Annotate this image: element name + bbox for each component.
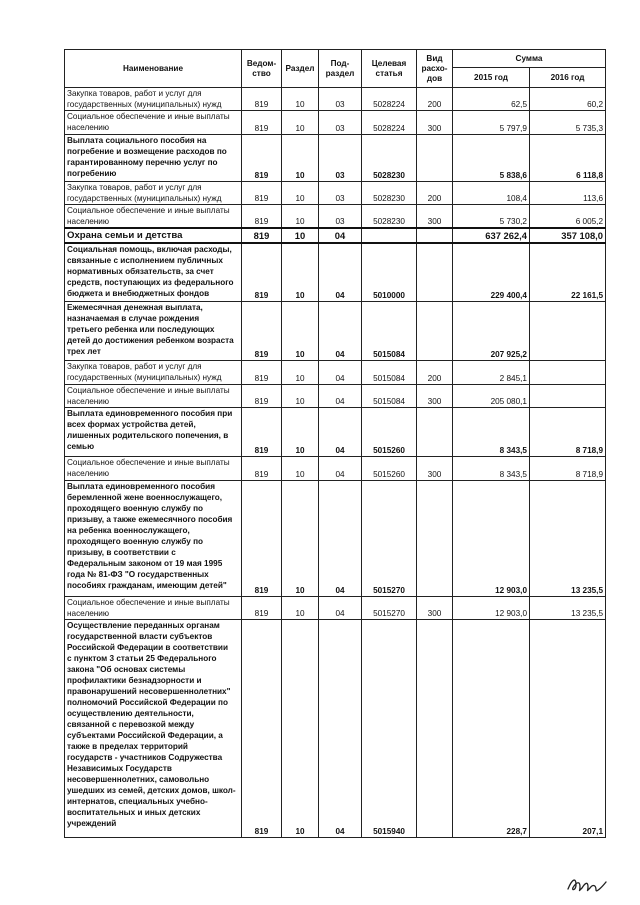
row-target-article: 5015084 bbox=[362, 360, 417, 384]
table-row bbox=[65, 619, 606, 837]
row-subsection: 04 bbox=[319, 384, 362, 407]
header-target-article: Целевая статья bbox=[362, 50, 417, 88]
row-expense-kind bbox=[417, 228, 453, 243]
row-sum-2015: 205 080,1 bbox=[453, 384, 530, 407]
row-expense-kind: 200 bbox=[417, 182, 453, 205]
table-row bbox=[65, 407, 606, 456]
row-subsection: 04 bbox=[319, 243, 362, 301]
row-sum-2016: 113,6 bbox=[530, 182, 606, 205]
row-target-article: 5028230 bbox=[362, 135, 417, 182]
row-department: 819 bbox=[242, 596, 282, 619]
row-target-article: 5028224 bbox=[362, 111, 417, 135]
row-name: Закупка товаров, работ и услуг для государственных (муниципальных) нужд bbox=[65, 182, 242, 205]
row-expense-kind: 300 bbox=[417, 111, 453, 135]
row-target-article: 5015260 bbox=[362, 407, 417, 456]
row-sum-2016: 207,1 bbox=[530, 619, 606, 837]
row-section: 10 bbox=[282, 407, 319, 456]
row-sum-2016: 357 108,0 bbox=[530, 228, 606, 243]
row-sum-2015: 5 838,6 bbox=[453, 135, 530, 182]
row-sum-2016: 13 235,5 bbox=[530, 596, 606, 619]
row-name: Осуществление переданных органам государственной власти субъектов Российской Федерации в соответствии с пунктом 3 статьи 25 Федерального закона "Об основах системы профилактики безнадзорности и правонарушений несовершеннолетних" полномочий Российской Федерации по осуществлению деятельности, связанной с перевозкой между субъектами Российской Федерации, а также в пределах территорий государств - участников Содружества Независимых Государств несовершеннолетних, самовольно ушедших из семей, детских домов, школ- интернатов, специальных учебно- воспитательных и иных детских учреждений bbox=[65, 619, 242, 837]
row-section: 10 bbox=[282, 243, 319, 301]
row-sum-2016: 22 161,5 bbox=[530, 243, 606, 301]
row-department: 819 bbox=[242, 407, 282, 456]
row-name: Социальное обеспечение и иные выплаты населению bbox=[65, 456, 242, 480]
row-subsection: 04 bbox=[319, 619, 362, 837]
row-subsection: 03 bbox=[319, 88, 362, 111]
row-section: 10 bbox=[282, 135, 319, 182]
budget-table bbox=[64, 49, 606, 838]
row-subsection: 03 bbox=[319, 135, 362, 182]
header-expense-kind: Вид расхо- дов bbox=[417, 50, 453, 88]
row-section: 10 bbox=[282, 88, 319, 111]
row-section: 10 bbox=[282, 456, 319, 480]
row-expense-kind bbox=[417, 407, 453, 456]
row-sum-2016: 8 718,9 bbox=[530, 407, 606, 456]
row-expense-kind bbox=[417, 480, 453, 596]
row-department: 819 bbox=[242, 88, 282, 111]
row-sum-2016 bbox=[530, 301, 606, 360]
row-expense-kind: 200 bbox=[417, 88, 453, 111]
row-target-article: 5028230 bbox=[362, 182, 417, 205]
row-target-article: 5015270 bbox=[362, 480, 417, 596]
row-expense-kind bbox=[417, 135, 453, 182]
row-department: 819 bbox=[242, 243, 282, 301]
table-row bbox=[65, 243, 606, 301]
row-name: Закупка товаров, работ и услуг для государственных (муниципальных) нужд bbox=[65, 360, 242, 384]
row-sum-2015: 62,5 bbox=[453, 88, 530, 111]
row-name: Охрана семьи и детства bbox=[65, 228, 242, 243]
header-year-2015: 2015 год bbox=[453, 68, 530, 88]
header-subsection: Под- раздел bbox=[319, 50, 362, 88]
header-sum: Сумма bbox=[453, 50, 606, 68]
row-department: 819 bbox=[242, 228, 282, 243]
table-row bbox=[65, 111, 606, 135]
row-sum-2015: 5 730,2 bbox=[453, 205, 530, 229]
row-name: Выплата социального пособия на погребение и возмещение расходов по гарантированному перечню услуг по погребению bbox=[65, 135, 242, 182]
row-department: 819 bbox=[242, 205, 282, 229]
row-department: 819 bbox=[242, 301, 282, 360]
row-department: 819 bbox=[242, 619, 282, 837]
row-name: Социальное обеспечение и иные выплаты населению bbox=[65, 384, 242, 407]
row-department: 819 bbox=[242, 384, 282, 407]
handwritten-page-number bbox=[566, 873, 614, 895]
row-expense-kind bbox=[417, 301, 453, 360]
row-subsection: 04 bbox=[319, 360, 362, 384]
row-expense-kind: 300 bbox=[417, 456, 453, 480]
row-sum-2015: 12 903,0 bbox=[453, 596, 530, 619]
row-target-article: 5015084 bbox=[362, 301, 417, 360]
row-name: Выплата единовременного пособия при всех формах устройства детей, лишенных родительского попечения, в семью bbox=[65, 407, 242, 456]
row-name: Выплата единовременного пособия беремленной жене военнослужащего, проходящего военную службу по призыву, а также ежемесячного пособия на ребенка военнослужащего, проходящего военную службу по призыву, в соответствии с Федеральным законом от 19 мая 1995 года № 81-ФЗ "О государственных пособиях гражданам, имеющим детей" bbox=[65, 480, 242, 596]
row-expense-kind: 300 bbox=[417, 384, 453, 407]
row-sum-2015: 228,7 bbox=[453, 619, 530, 837]
row-subsection: 04 bbox=[319, 480, 362, 596]
row-section: 10 bbox=[282, 111, 319, 135]
row-name: Социальная помощь, включая расходы, связанные с исполнением публичных нормативных обязательств, за счет средств, поступающих из федерального бюджета и внебюджетных фондов bbox=[65, 243, 242, 301]
row-expense-kind: 200 bbox=[417, 360, 453, 384]
table-row bbox=[65, 205, 606, 229]
row-target-article: 5028224 bbox=[362, 88, 417, 111]
row-sum-2015: 8 343,5 bbox=[453, 407, 530, 456]
header-name: Наименование bbox=[65, 50, 242, 88]
row-subsection: 03 bbox=[319, 111, 362, 135]
table-row bbox=[65, 384, 606, 407]
table-row bbox=[65, 135, 606, 182]
table-row bbox=[65, 182, 606, 205]
row-target-article: 5028230 bbox=[362, 205, 417, 229]
row-target-article: 5015270 bbox=[362, 596, 417, 619]
row-target-article: 5015260 bbox=[362, 456, 417, 480]
row-section: 10 bbox=[282, 182, 319, 205]
row-name: Социальное обеспечение и иные выплаты населению bbox=[65, 596, 242, 619]
row-sum-2016: 60,2 bbox=[530, 88, 606, 111]
row-sum-2016: 13 235,5 bbox=[530, 480, 606, 596]
row-section: 10 bbox=[282, 360, 319, 384]
row-expense-kind bbox=[417, 619, 453, 837]
row-sum-2015: 108,4 bbox=[453, 182, 530, 205]
row-department: 819 bbox=[242, 480, 282, 596]
row-section: 10 bbox=[282, 596, 319, 619]
row-subsection: 04 bbox=[319, 301, 362, 360]
row-sum-2016: 5 735,3 bbox=[530, 111, 606, 135]
row-department: 819 bbox=[242, 456, 282, 480]
row-target-article: 5015084 bbox=[362, 384, 417, 407]
row-sum-2015: 8 343,5 bbox=[453, 456, 530, 480]
row-section: 10 bbox=[282, 228, 319, 243]
row-target-article bbox=[362, 228, 417, 243]
row-sum-2016: 6 005,2 bbox=[530, 205, 606, 229]
row-sum-2015: 2 845,1 bbox=[453, 360, 530, 384]
row-target-article: 5015940 bbox=[362, 619, 417, 837]
row-name: Ежемесячная денежная выплата, назначаемая в случае рождения третьего ребенка или последующих детей до достижения ребенком возраста трех лет bbox=[65, 301, 242, 360]
row-sum-2016: 6 118,8 bbox=[530, 135, 606, 182]
row-name: Социальное обеспечение и иные выплаты населению bbox=[65, 111, 242, 135]
row-subsection: 03 bbox=[319, 205, 362, 229]
row-department: 819 bbox=[242, 135, 282, 182]
row-section: 10 bbox=[282, 619, 319, 837]
row-expense-kind: 300 bbox=[417, 596, 453, 619]
table-row bbox=[65, 360, 606, 384]
row-subsection: 04 bbox=[319, 228, 362, 243]
table-row bbox=[65, 228, 606, 243]
row-subsection: 04 bbox=[319, 407, 362, 456]
row-sum-2015: 12 903,0 bbox=[453, 480, 530, 596]
row-sum-2015: 207 925,2 bbox=[453, 301, 530, 360]
row-sum-2015: 229 400,4 bbox=[453, 243, 530, 301]
header-year-2016: 2016 год bbox=[530, 68, 606, 88]
row-section: 10 bbox=[282, 301, 319, 360]
row-sum-2016 bbox=[530, 384, 606, 407]
row-section: 10 bbox=[282, 384, 319, 407]
table-row bbox=[65, 480, 606, 596]
row-name: Социальное обеспечение и иные выплаты населению bbox=[65, 205, 242, 229]
table-row bbox=[65, 301, 606, 360]
row-section: 10 bbox=[282, 205, 319, 229]
row-target-article: 5010000 bbox=[362, 243, 417, 301]
row-subsection: 03 bbox=[319, 182, 362, 205]
row-department: 819 bbox=[242, 360, 282, 384]
header-department: Ведом- ство bbox=[242, 50, 282, 88]
row-subsection: 04 bbox=[319, 456, 362, 480]
row-sum-2016 bbox=[530, 360, 606, 384]
header-section: Раздел bbox=[282, 50, 319, 88]
row-sum-2015: 637 262,4 bbox=[453, 228, 530, 243]
row-sum-2016: 8 718,9 bbox=[530, 456, 606, 480]
table-row bbox=[65, 88, 606, 111]
row-department: 819 bbox=[242, 111, 282, 135]
row-name: Закупка товаров, работ и услуг для государственных (муниципальных) нужд bbox=[65, 88, 242, 111]
row-sum-2015: 5 797,9 bbox=[453, 111, 530, 135]
row-department: 819 bbox=[242, 182, 282, 205]
table-row bbox=[65, 596, 606, 619]
row-expense-kind bbox=[417, 243, 453, 301]
row-expense-kind: 300 bbox=[417, 205, 453, 229]
row-subsection: 04 bbox=[319, 596, 362, 619]
table-row bbox=[65, 456, 606, 480]
table-body bbox=[65, 88, 606, 838]
row-section: 10 bbox=[282, 480, 319, 596]
